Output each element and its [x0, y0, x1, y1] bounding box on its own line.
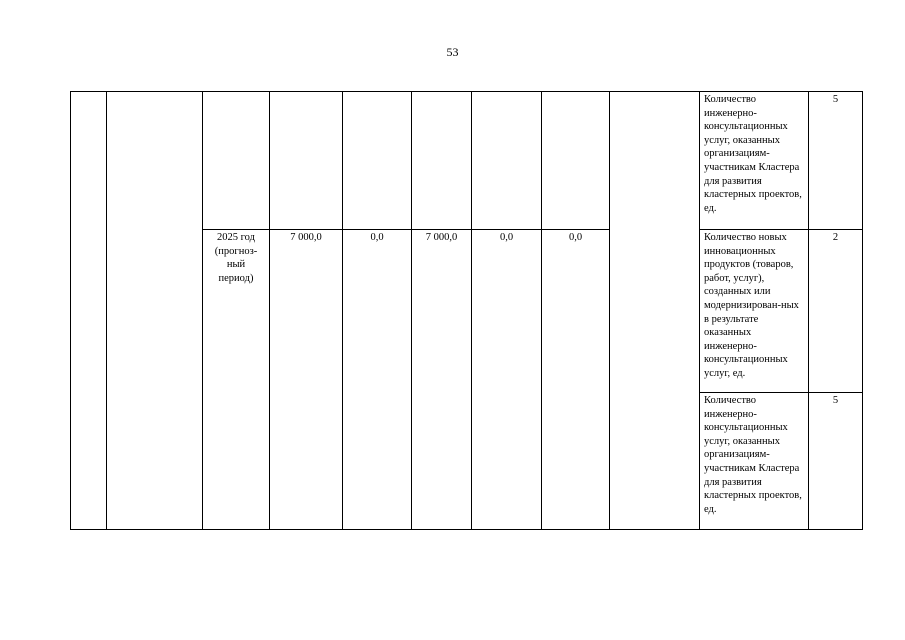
period-line: период) [218, 272, 254, 284]
cell-regional [412, 92, 472, 230]
cell-target: 5 [809, 393, 863, 530]
cell-period [203, 230, 270, 530]
period-line: 2025 год [217, 232, 255, 243]
cell-target: 5 [809, 92, 863, 230]
cell-extra [542, 92, 610, 230]
cell-indicator: Количество новых инновационных продуктов (товаров, работ, услуг), созданных или модернизирован-ных в результате оказанных инженерно-консультационных услуг, ед. [700, 230, 809, 393]
cell-indicator: Количество инженерно-консультационных услуг, оказанных организациям-участникам Кластера для развития кластерных проектов, ед. [700, 393, 809, 530]
cell-extra: 0,0 [542, 230, 610, 530]
cell-federal: 0,0 [343, 230, 412, 530]
cell-number [71, 92, 107, 530]
cell-indicator: Количество инженерно-консультационных услуг, оказанных организациям-участникам Кластера для развития кластерных проектов, ед. [700, 92, 809, 230]
cell-period [203, 92, 270, 230]
budget-table [70, 91, 863, 530]
cell-executor [610, 92, 700, 530]
period-line: ный [226, 259, 246, 271]
cell-name [107, 92, 203, 530]
page-number: 53 [446, 45, 459, 59]
cell-regional: 7 000,0 [412, 230, 472, 530]
cell-target: 2 [809, 230, 863, 393]
cell-federal [343, 92, 412, 230]
period-line: (прогноз- [214, 245, 258, 257]
table-row [71, 92, 863, 230]
cell-total [270, 92, 343, 230]
cell-local [472, 92, 542, 230]
cell-local: 0,0 [472, 230, 542, 530]
cell-total: 7 000,0 [270, 230, 343, 530]
